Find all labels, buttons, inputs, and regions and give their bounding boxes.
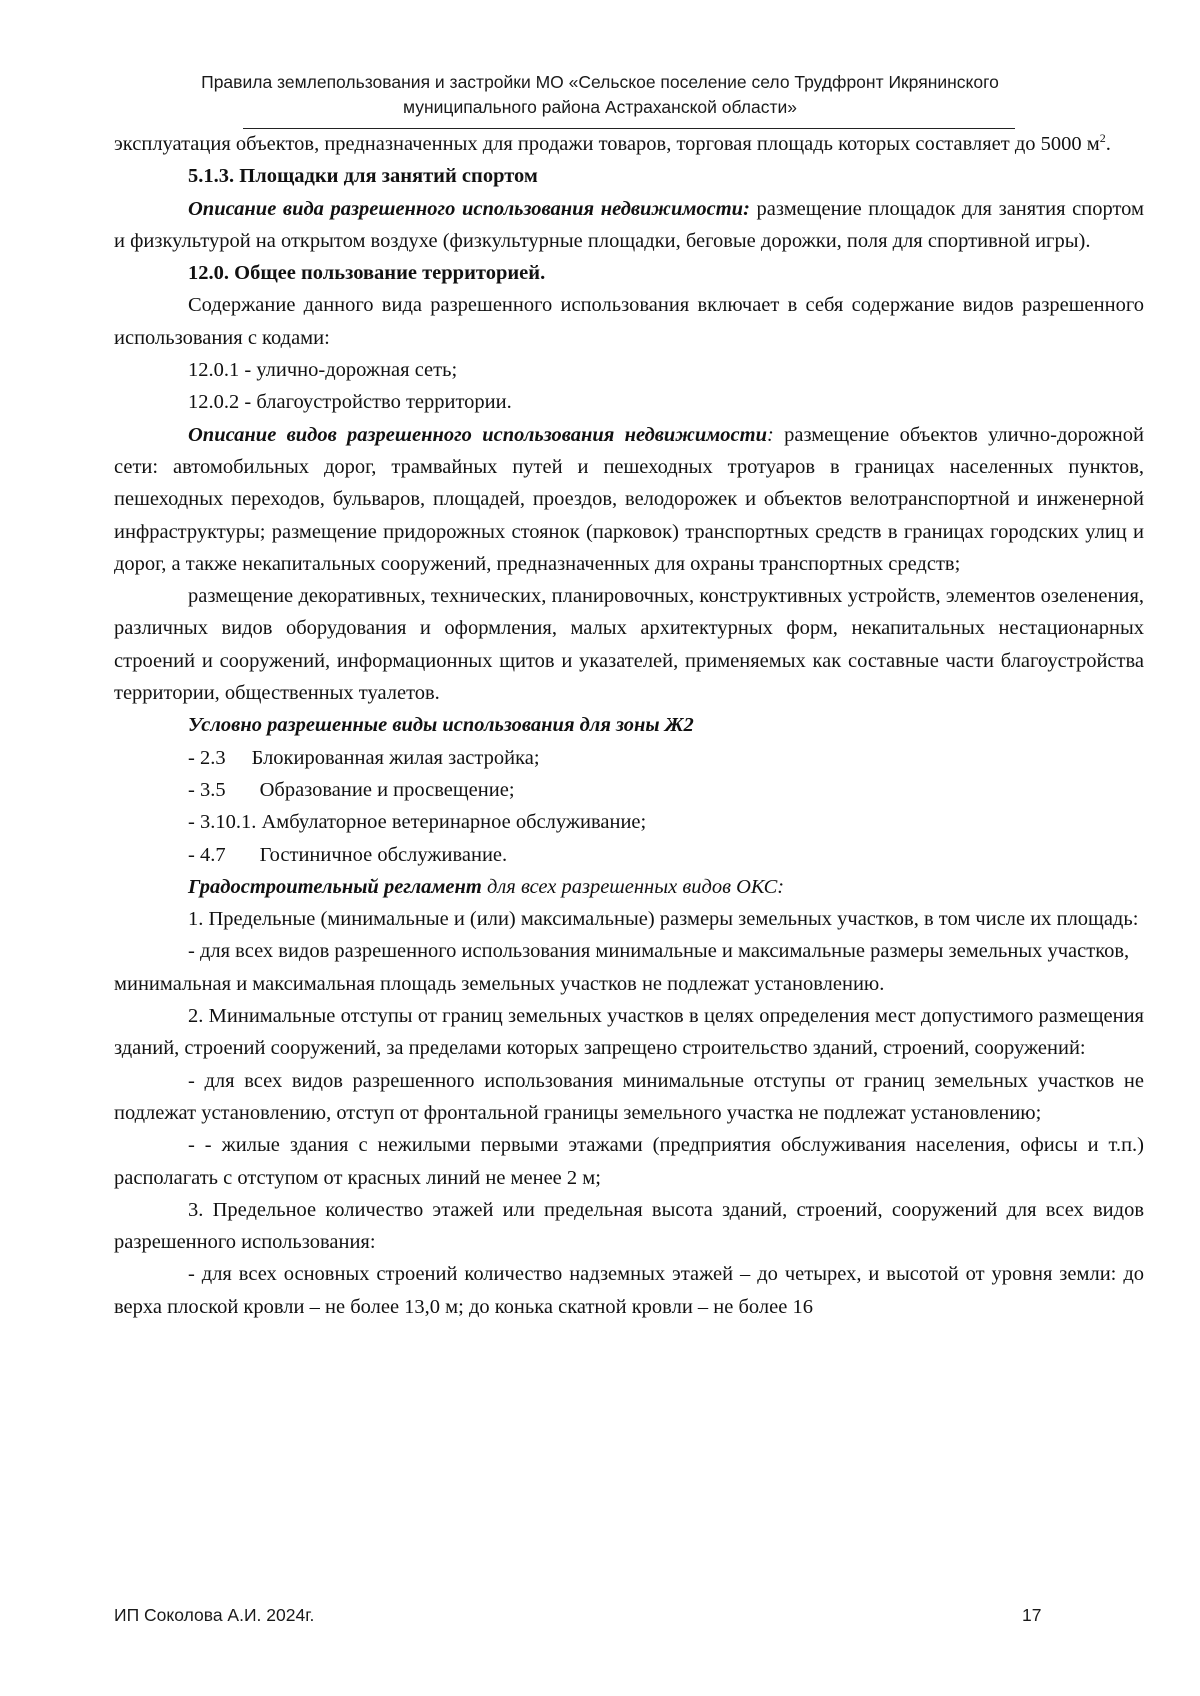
description-types-label: Описание видов разрешенного использования недвижимости [188,423,767,446]
header-line-1: Правила землепользования и застройки МО «Сельское поселение село Трудфронт Икрянинского [201,72,999,92]
heading-conditional-uses: Условно разрешенные виды использования для зоны Ж2 [188,714,694,737]
page-header [150,70,1050,120]
paragraph-rule-2: 2. Минимальные отступы от границ земельных участков в целях определения мест допустимого размещения зданий, строений сооружений, за пределами которых запрещено строительство зданий, строений, сооружений: [114,1005,1144,1060]
paragraph-12-0: Содержание данного вида разрешенного использования включает в себя содержание видов разрешенного использования с кодами: [114,294,1144,349]
superscript: 2 [1099,131,1106,146]
paragraph-trade: эксплуатация объектов, предназначенных для продажи товаров, торговая площадь которых составляет до 5000 $м^2$. [114,131,1111,155]
paragraph-5-1-3: Описание вида разрешенного использования недвижимости: размещение площадок для занятия спортом и физкультурой на открытом воздухе (физкультурные площадки, беговые дорожки, поля для спортивной игры). [114,197,1144,252]
paragraph-rule-3: 3. Предельное количество этажей или предельная высота зданий, строений, сооружений для всех видов разрешенного использования: [114,1198,1144,1254]
list-item: - 2.3 Блокированная жилая застройка; [188,746,540,769]
paragraph-rule-1: 1. Предельные (минимальные и (или) максимальные) размеры земельных участков, в том числе их площадь: [188,908,1139,931]
paragraph-decor: размещение декоративных, технических, планировочных, конструктивных устройств, элементов озеленения, различных видов оборудования и оформления, малых архитектурных форм, некапитальных нестационарных строений и сооружений, информационных щитов и указателей, применяемых как составные части благоустройства территории, общественных туалетов. [114,585,1144,705]
heading-5-1-3: 5.1.3. Площадки для занятий спортом [188,165,538,188]
code-item-12-0-1: 12.0.1 - улично-дорожная сеть; [188,359,458,382]
paragraph-rule-1a: - для всех видов разрешенного использования минимальные и максимальные размеры земельных участков, минимальная и максимальная площадь земельных участков не подлежат установлению. [114,940,1130,995]
paragraph-rule-2a: - для всех видов разрешенного использования минимальные отступы от границ земельных участков не подлежат установлению, отступ от фронтальной границы земельного участка не подлежат установлению; [114,1069,1144,1124]
paragraph-description-types: Описание видов разрешенного использования недвижимости: размещение объектов улично-дорожной сети: автомобильных дорог, трамвайных путей и пешеходных тротуаров в границах населенных пунктов, пешеходных переходов, бульваров, площадей, проездов, велодорожек и объектов велотранспортной и инженерной инфраструктуры; размещение придорожных стоянок (парковок) транспортных средств в границах городских улиц и дорог, а также некапитальных сооружений, предназначенных для охраны транспортных средств; [114,423,1144,575]
paragraph-grad-regulation: Градостроительный регламент для всех разрешенных видов ОКС: [188,875,785,898]
list-item: - 4.7 Гостиничное обслуживание. [188,843,508,866]
header-line-2: муниципального района Астраханской области» [403,97,797,117]
page-number: 17 [1022,1605,1042,1625]
document-body [114,128,1144,1323]
description-label: Описание вида разрешенного использования недвижимости: [188,197,750,220]
paragraph-rule-3a: - для всех основных строений количество надземных этажей – до четырех, и высотой от уровня земли: до верха плоской кровли – не более 13,0 м; до конька скатной кровли – не более 16 [114,1263,1144,1318]
paragraph-rule-2b: - - жилые здания с нежилыми первыми этажами (предприятия обслуживания населения, офисы и т.п.) располагать с отступом от красных линий не менее 2 м; [114,1134,1144,1189]
grad-regulation-label: Градостроительный регламент [188,875,482,898]
list-item: - 3.10.1. Амбулаторное ветеринарное обслуживание; [188,811,647,834]
footer-author: ИП Соколова А.И. 2024г. [114,1605,315,1625]
code-item-12-0-2: 12.0.2 - благоустройство территории. [188,391,512,414]
list-item: - 3.5 Образование и просвещение; [188,778,515,801]
heading-12-0: 12.0. Общее пользование территорией. [188,262,546,285]
